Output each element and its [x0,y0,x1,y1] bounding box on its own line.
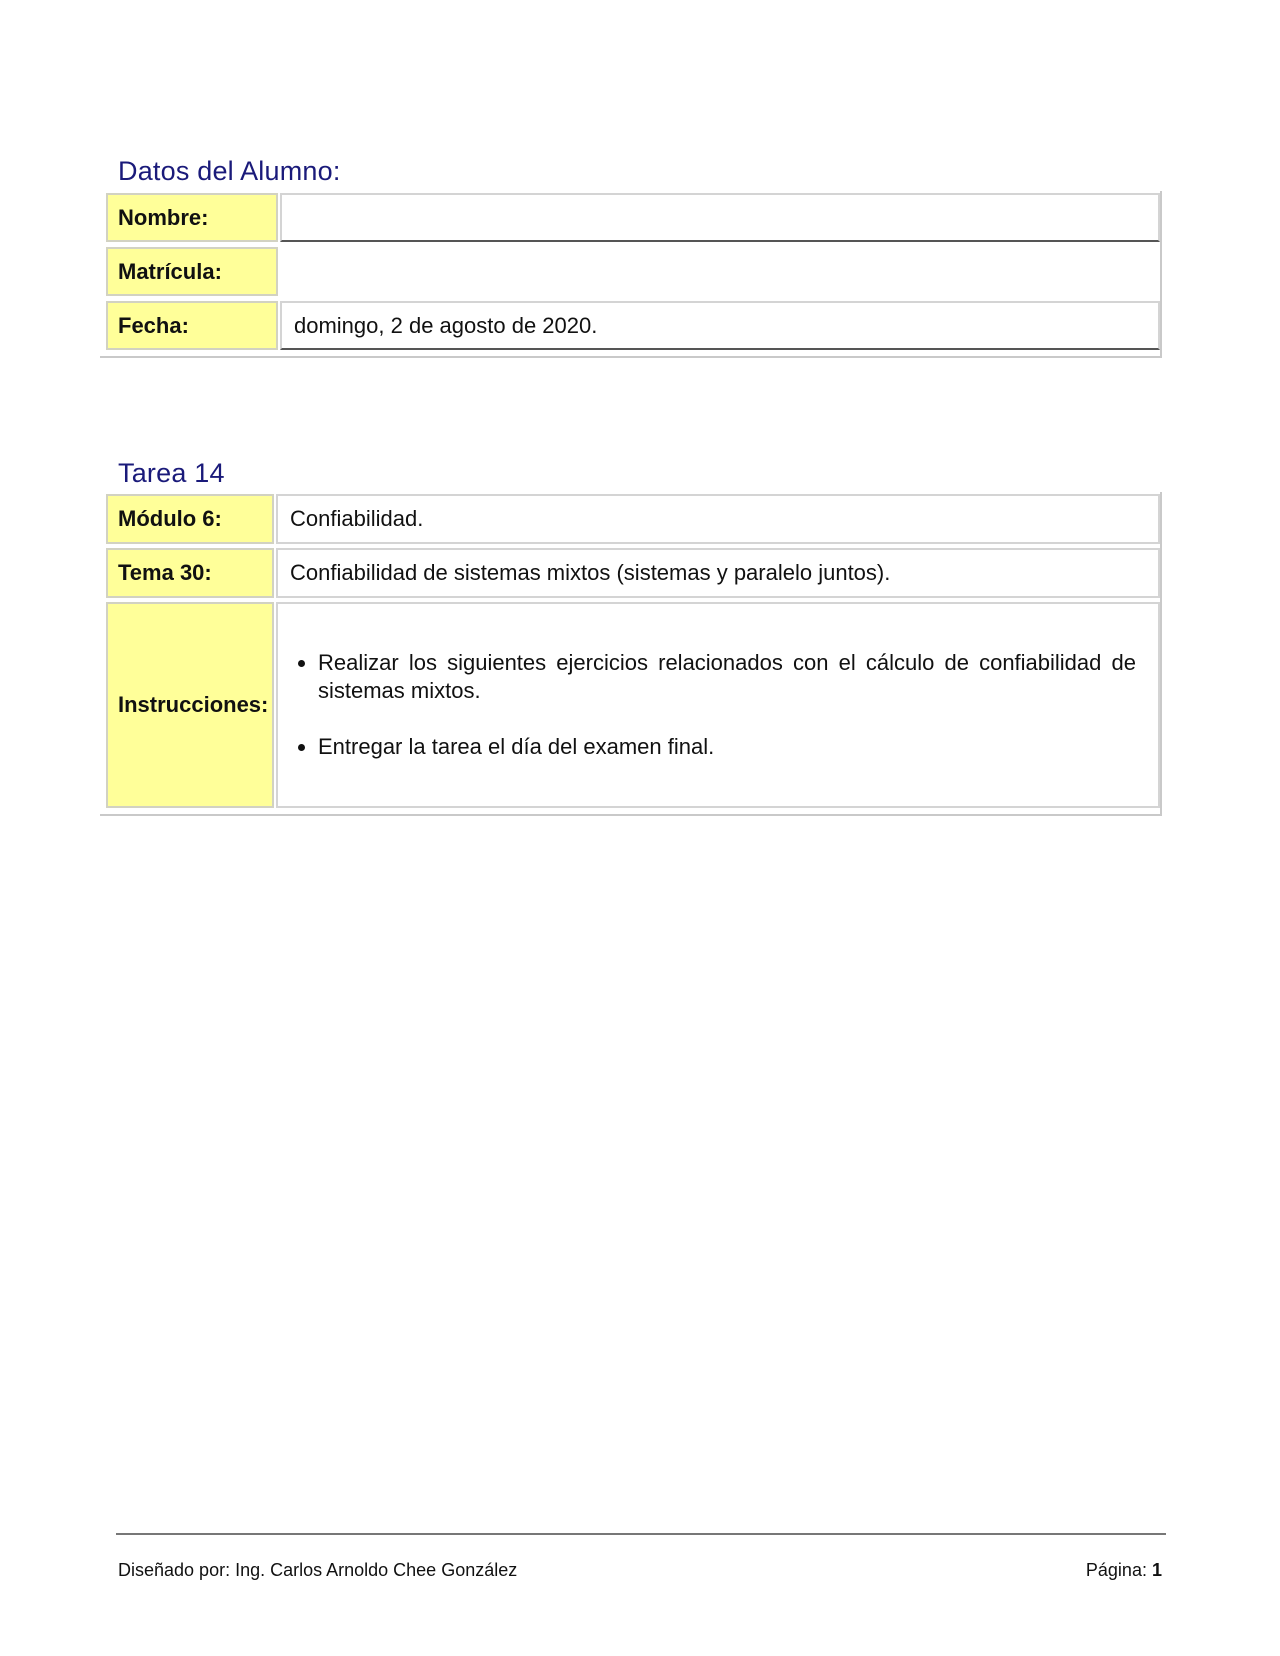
id-field[interactable] [280,247,1160,296]
date-label: Fecha: [106,301,278,350]
module-value: Confiabilidad. [276,494,1160,544]
module-row [100,494,1160,544]
topic-label: Tema 30: [106,548,274,598]
topic-value: Confiabilidad de sistemas mixtos (sistemas y paralelo juntos). [276,548,1160,598]
date-row [100,301,1160,350]
footer-page [1086,1560,1162,1581]
page-number: 1 [1151,1560,1162,1580]
student-data-table [100,191,1162,358]
page-label: Página: [1085,1560,1147,1580]
topic-row [100,548,1160,598]
name-label: Nombre: [106,193,278,242]
instructions-label: Instrucciones: [106,602,274,808]
name-row [100,193,1160,242]
task-table [100,492,1162,816]
module-label: Módulo 6: [106,494,274,544]
name-field[interactable] [280,193,1160,242]
date-field[interactable]: domingo, 2 de agosto de 2020. [280,301,1160,350]
task-section-title: Tarea 14 [118,458,225,488]
instruction-item: • Entregar la tarea el día del examen final. [318,733,1144,761]
student-section-title: Datos del Alumno: [118,156,341,186]
instruction-item: • Realizar los siguientes ejercicios relacionados con el cálculo de confiabilidad de sistemas mixtos. [318,649,1144,705]
footer-author: Diseñado por: Ing. Carlos Arnoldo Chee González [118,1560,518,1580]
instructions-list [290,649,1144,761]
footer-divider [116,1533,1166,1535]
id-row [100,247,1160,296]
id-label: Matrícula: [106,247,278,296]
instructions-row [100,602,1160,808]
instructions-cell [276,602,1160,808]
